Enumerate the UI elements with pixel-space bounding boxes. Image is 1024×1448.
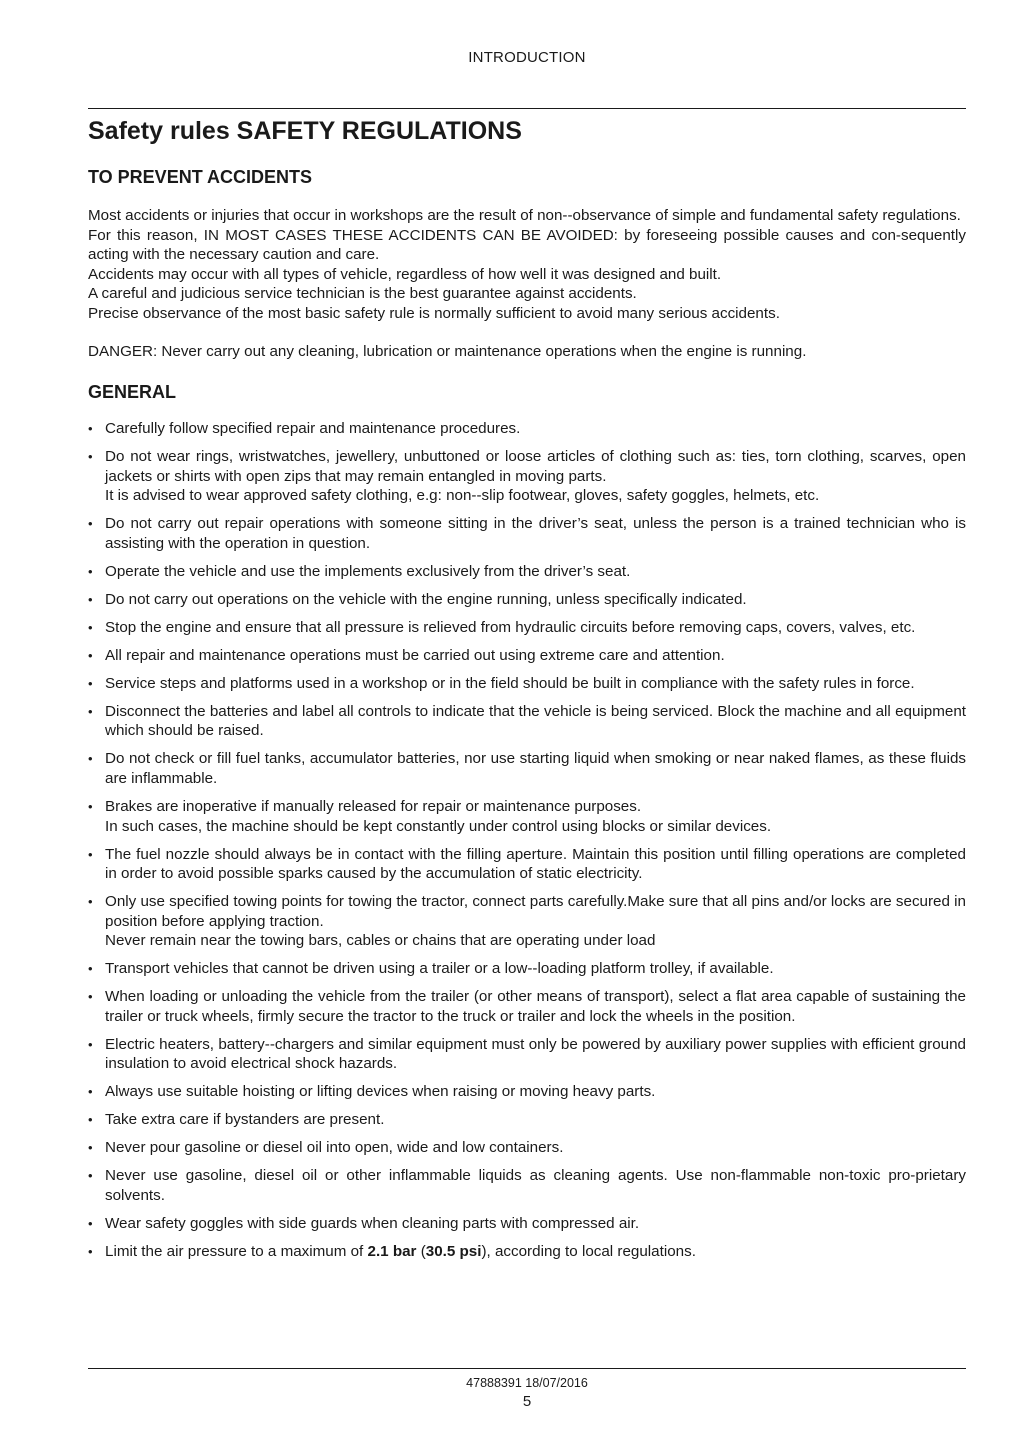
page-number: 5 xyxy=(522,1393,532,1410)
rule-item xyxy=(88,1082,966,1102)
general-rules-list xyxy=(88,419,966,1261)
rule-item-line: Never remain near the towing bars, cables or chains that are operating under load xyxy=(105,932,656,950)
document-code: 47888391 18/07/2016 xyxy=(466,1376,588,1390)
pressure-text-suffix: ), according to local regulations. xyxy=(481,1242,696,1260)
prevent-accidents-text xyxy=(88,206,966,324)
rule-item-line: • Never pour gasoline or diesel oil into open, wide and low containers. xyxy=(105,1139,564,1157)
rule-item xyxy=(88,749,966,788)
rule-item-line: • Electric heaters, battery--chargers and similar equipment must only be powered by auxiliary power supplies with efficient ground insulation to avoid electrical shock hazards. xyxy=(105,1035,966,1073)
rule-item-line: • Never use gasoline, diesel oil or other inflammable liquids as cleaning agents. Use non-flammable non-toxic pro-prietary solvents. xyxy=(105,1167,966,1204)
rule-item-line: • Do not check or fill fuel tanks, accumulator batteries, nor use starting liquid when smoking or near naked flames, as these fluids are inflammable. xyxy=(105,750,966,787)
page-title: Safety rules SAFETY REGULATIONS xyxy=(88,117,522,145)
last-rule-item xyxy=(88,1242,966,1262)
rule-item-line: • Wear safety goggles with side guards when cleaning parts with compressed air. xyxy=(105,1214,640,1232)
danger-notice: DANGER: Never carry out any cleaning, lubrication or maintenance operations when the engine is running. xyxy=(88,342,807,360)
rule-item xyxy=(88,646,966,666)
rule-item-line: • All repair and maintenance operations must be carried out using extreme care and attention. xyxy=(105,646,725,664)
rule-item-line: • The fuel nozzle should always be in contact with the filling aperture. Maintain this position until filling operations are completed in order to avoid possible sparks caused by the accumulation of static electricity. xyxy=(105,845,966,883)
rule-item-line: • Only use specified towing points for towing the tractor, connect parts carefully.Make sure that all pins and/or locks are secured in position before applying traction. xyxy=(105,893,966,930)
page-content xyxy=(88,114,966,1270)
intro-paragraph: Precise observance of the most basic safety rule is normally sufficient to avoid many serious accidents. xyxy=(88,304,780,322)
rule-item-line: In such cases, the machine should be kept constantly under control using blocks or similar devices. xyxy=(105,817,772,835)
rule-item xyxy=(88,1214,966,1234)
rule-item xyxy=(88,674,966,694)
intro-paragraph: A careful and judicious service technician is the best guarantee against accidents. xyxy=(88,285,637,303)
pressure-paren-open: ( xyxy=(416,1242,426,1260)
list-item-text xyxy=(105,1242,966,1262)
rule-item xyxy=(88,797,966,836)
rule-item-line: • Service steps and platforms used in a workshop or in the field should be built in compliance with the safety rules in force. xyxy=(105,674,915,692)
rule-item-line: • Take extra care if bystanders are present. xyxy=(105,1111,385,1129)
rule-item-line: • Do not carry out repair operations with someone sitting in the driver’s seat, unless the person is a trained technician who is assisting with the operation in question. xyxy=(105,515,966,552)
rule-item xyxy=(88,590,966,610)
rule-item xyxy=(88,1035,966,1074)
rule-item-line: • Do not carry out operations on the vehicle with the engine running, unless specifically indicated. xyxy=(105,590,747,608)
rule-item xyxy=(88,1110,966,1130)
rule-item-line: • Carefully follow specified repair and maintenance procedures. xyxy=(105,420,521,438)
rule-item xyxy=(88,702,966,741)
pressure-text-prefix: Limit the air pressure to a maximum of xyxy=(105,1242,368,1260)
rule-item xyxy=(88,419,966,439)
header-rule xyxy=(88,108,966,109)
rule-item xyxy=(88,845,966,884)
rule-item xyxy=(88,1166,966,1205)
pressure-bar-value: 2.1 bar xyxy=(367,1242,417,1260)
running-header: INTRODUCTION xyxy=(468,49,586,66)
intro-paragraph: For this reason, IN MOST CASES THESE ACCIDENTS CAN BE AVOIDED: by foreseeing possible causes and con-sequently acting with the necessary caution and care. xyxy=(88,226,966,264)
rule-item xyxy=(88,562,966,582)
general-heading: GENERAL xyxy=(88,382,177,403)
intro-paragraph: Accidents may occur with all types of vehicle, regardless of how well it was designed and built. xyxy=(88,265,722,283)
rule-item-line: • Brakes are inoperative if manually released for repair or maintenance purposes. xyxy=(105,797,642,815)
intro-paragraph: Most accidents or injuries that occur in workshops are the result of non--observance of simple and fundamental safety regulations. xyxy=(88,207,961,224)
rule-item-line: • When loading or unloading the vehicle from the trailer (or other means of transport), select a flat area capable of sustaining the trailer or truck wheels, firmly secure the tractor to the truck or trailer and lock the wheels in the position. xyxy=(105,988,966,1025)
rule-item xyxy=(88,1138,966,1158)
rule-item-line: • Do not wear rings, wristwatches, jewellery, unbuttoned or loose articles of clothing such as: ties, torn clothing, scarves, open jackets or shirts with open zips that may remain entangled in moving parts. xyxy=(105,448,966,485)
rule-item-line: • Always use suitable hoisting or lifting devices when raising or moving heavy parts. xyxy=(105,1083,656,1101)
rule-item-line: • Transport vehicles that cannot be driven using a trailer or a low--loading platform trolley, if available. xyxy=(105,960,774,978)
rule-item-line: It is advised to wear approved safety clothing, e.g: non--slip footwear, gloves, safety goggles, helmets, etc. xyxy=(105,487,820,505)
footer-rule xyxy=(88,1368,966,1369)
rule-item xyxy=(88,959,966,979)
prevent-accidents-heading: TO PREVENT ACCIDENTS xyxy=(88,167,313,187)
rule-item xyxy=(88,447,966,506)
rule-item-line: • Operate the vehicle and use the implements exclusively from the driver’s seat. xyxy=(105,562,631,580)
rule-item-line: • Stop the engine and ensure that all pressure is relieved from hydraulic circuits before removing caps, covers, valves, etc. xyxy=(105,618,916,636)
rule-item xyxy=(88,987,966,1026)
rule-item xyxy=(88,514,966,553)
pressure-psi-value: 30.5 psi xyxy=(425,1242,482,1260)
rule-item xyxy=(88,892,966,951)
rule-item xyxy=(88,618,966,638)
rule-item-line: • Disconnect the batteries and label all controls to indicate that the vehicle is being serviced. Block the machine and all equipment which should be raised. xyxy=(105,702,966,740)
